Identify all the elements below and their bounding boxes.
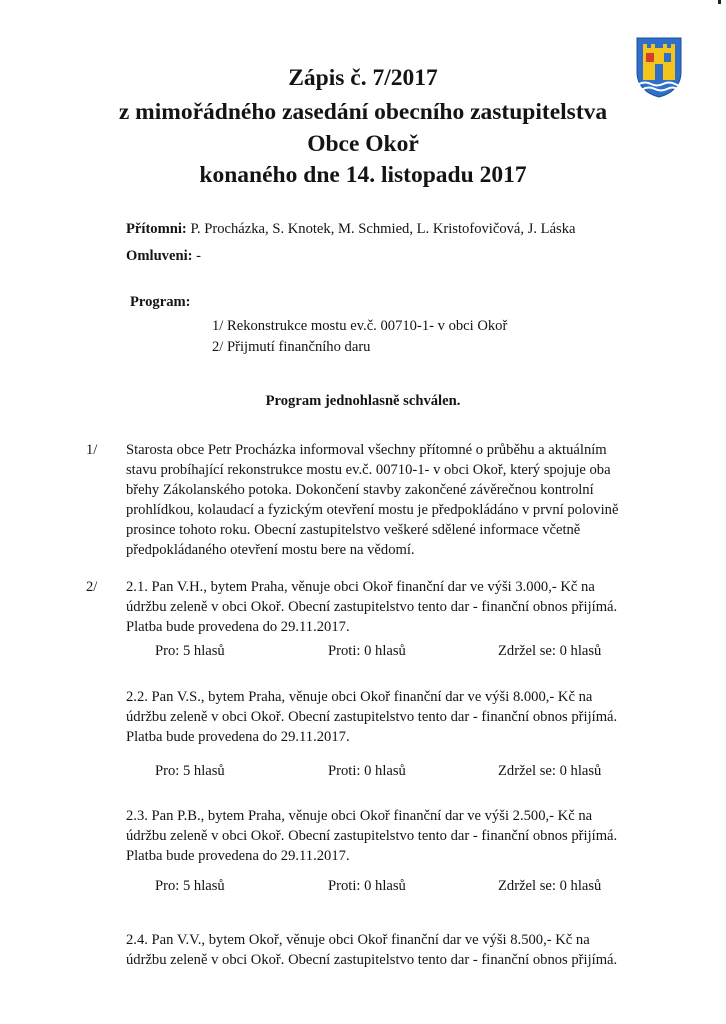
donation-paragraph: 2.3. Pan P.B., bytem Praha, věnuje obci Okoř finanční dar ve výši 2.500,- Kč na údržbu zeleně v obci Okoř. Obecní zastupitelstvo tento dar - finanční obnos přijímá. Platba bude provedena do 29.11.2017. [126, 808, 618, 864]
vote-abstain: Zdržel se: 0 hlasů [498, 878, 602, 894]
item1-paragraph: Starosta obce Petr Procházka informoval všechny přítomné o průběhu a aktuálním stavu probíhající rekonstrukce mostu ev.č. 00710-1- v obci Okoř, který spojuje oba břehy Zákolanského potoka. Dokončení stavby zakončené závěrečnou kontrolní prohlídkou, kolaudací a fyzickým otevření mostu je předpokládáno v první polovině prosince tohoto roku. Obecní zastupitelstvo veškeré sdělené informace včetně předpokládaného otevření mostu bere na vědomí. [126, 442, 619, 558]
program-item: 1/ Rekonstrukce mostu ev.č. 00710-1- v obci Okoř [212, 318, 508, 334]
meeting-date: konaného dne 14. listopadu 2017 [199, 162, 527, 188]
vote-against: Proti: 0 hlasů [328, 763, 406, 779]
scan-mark [718, 0, 721, 4]
item-number: 2/ [86, 579, 98, 595]
donation-paragraph: 2.1. Pan V.H., bytem Praha, věnuje obci Okoř finanční dar ve výši 3.000,- Kč na údržbu zeleně v obci Okoř. Obecní zastupitelstvo tento dar - finanční obnos přijímá. Platba bude provedena do 29.11.2017. [126, 579, 618, 635]
document-subtitle: z mimořádného zasedání obecního zastupitelstva [118, 99, 608, 125]
vote-for: Pro: 5 hlasů [155, 643, 225, 659]
donation-paragraph: 2.2. Pan V.S., bytem Praha, věnuje obci Okoř finanční dar ve výši 8.000,- Kč na údržbu zeleně v obci Okoř. Obecní zastupitelstvo tento dar - finanční obnos přijímá. Platba bude provedena do 29.11.2017. [126, 689, 618, 745]
item-number: 1/ [86, 442, 98, 458]
excused-label: Omluveni: [126, 248, 193, 264]
donation-paragraph: 2.4. Pan V.V., bytem Okoř, věnuje obci Okoř finanční dar ve výši 8.500,- Kč na údržbu zeleně v obci Okoř. Obecní zastupitelstvo tento dar - finanční obnos přijímá. [126, 932, 618, 968]
program-approved: Program jednohlasně schválen. [265, 393, 461, 409]
municipality-name: Obce Okoř [307, 131, 419, 157]
program-item: 2/ Přijmutí finančního daru [212, 339, 371, 355]
vote-for: Pro: 5 hlasů [155, 878, 225, 894]
attendance-present [126, 219, 576, 239]
vote-abstain: Zdržel se: 0 hlasů [498, 763, 602, 779]
vote-against: Proti: 0 hlasů [328, 643, 406, 659]
present-value: P. Procházka, S. Knotek, M. Schmied, L. Kristofovičová, J. Láska [190, 221, 576, 237]
document-title: Zápis č. 7/2017 [288, 65, 438, 91]
vote-against: Proti: 0 hlasů [328, 878, 406, 894]
vote-for: Pro: 5 hlasů [155, 763, 225, 779]
program-label: Program: [130, 294, 191, 310]
vote-abstain: Zdržel se: 0 hlasů [498, 643, 602, 659]
excused-value: - [196, 248, 202, 264]
attendance-excused [126, 246, 201, 266]
present-label: Přítomni: [126, 221, 187, 237]
